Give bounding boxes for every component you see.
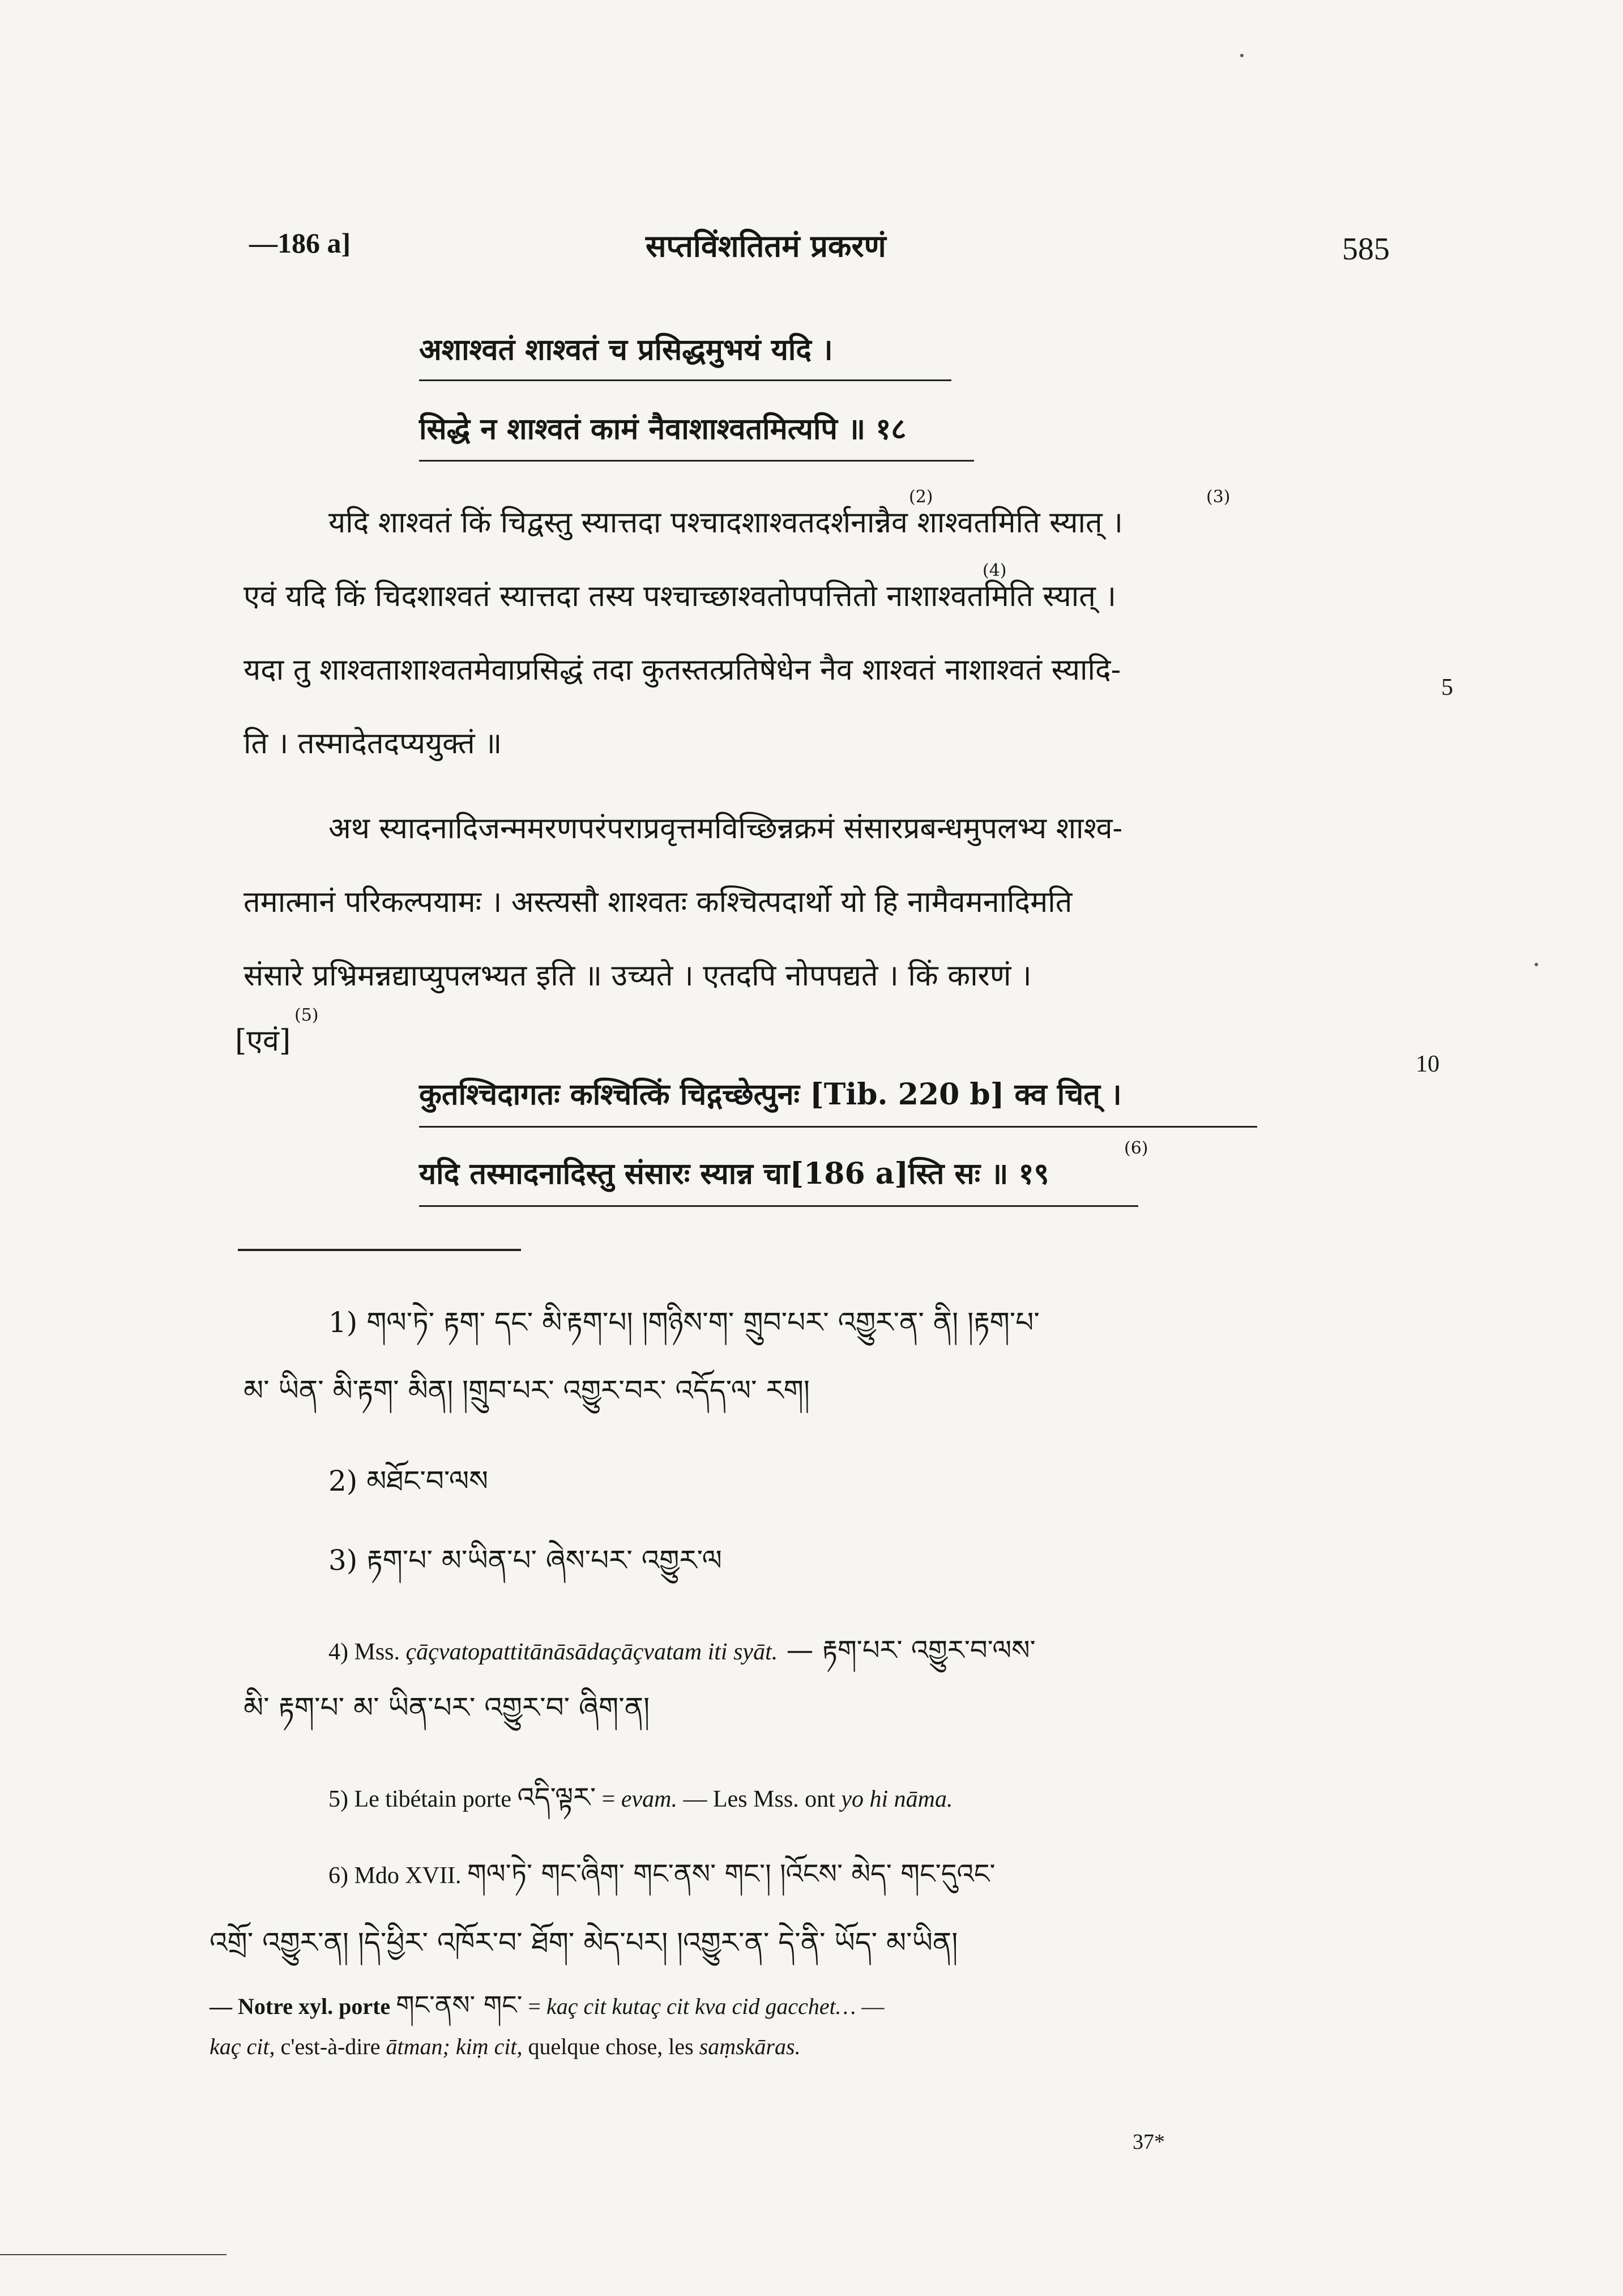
footnote-6-t1: c'est-à-dire <box>275 2034 386 2059</box>
commentary2-line4: [एवं] <box>235 1024 291 1058</box>
footnote-5-equals: = <box>596 1786 621 1812</box>
footnote-6-t3: quelque chose, les <box>522 2034 699 2059</box>
footnote-5-middle: — Les Mss. ont <box>677 1786 842 1812</box>
footnote-ref-2: (2) <box>909 487 933 507</box>
footnote-5-tibetan: འདི་ལྟར་ <box>517 1782 596 1813</box>
verse19-line1: कुतश्चिदागतः कश्चित्किं चिद्गच्छेत्पुनः [Tib. 220 b] क्व चित् । <box>419 1077 1122 1112</box>
commentary1-line1: यदि शाश्वतं किं चिद्वस्तु स्यात्तदा पश्चादशाश्वतदर्शनान्नैव शाश्वतमिति स्यात् । <box>328 506 1123 540</box>
footnote-ref-4: (4) <box>983 561 1007 581</box>
verse18-underline1 <box>419 379 951 381</box>
commentary1-line2: एवं यदि किं चिदशाश्वतं स्यात्तदा तस्य पश्चाच्छाश्वतोपपत्तितो नाशाश्वतमिति स्यात् । <box>244 579 1117 613</box>
footnote-4-line2: མི་ རྟག་པ་ མ་ ཡིན་པར་ འགྱུར་བ་ ཞིག་ན། <box>244 1691 650 1724</box>
footnote-ref-5: (5) <box>294 1005 319 1025</box>
signature-mark: 37* <box>1133 2130 1165 2154</box>
commentary1-line3: यदा तु शाश्वताशाश्वतमेवाप्रसिद्धं तदा कुतस्तत्प्रतिषेधेन नैव शाश्वतं नाशाश्वतं स्यादि- <box>244 653 1121 687</box>
commentary1-line4: ति । तस्मादेतदप्ययुक्तं ॥ <box>244 727 502 761</box>
footnote-6-line3-prefix: — Notre xyl. porte <box>210 1994 396 2019</box>
verse18-underline2 <box>419 460 974 462</box>
chapter-title: सप्तविंशतितमं प्रकरणं <box>646 228 886 264</box>
scan-speck <box>1240 54 1244 57</box>
header-folio-ref: —186 a] <box>249 227 351 259</box>
margin-line-number-5: 5 <box>1441 675 1453 701</box>
footnote-6-atman: ātman; <box>386 2034 450 2059</box>
footnote-4-prefix: 4) Mss. <box>328 1639 406 1665</box>
footnote-2: 2) མཐོང་བ་ལས <box>328 1465 488 1497</box>
footnote-1-line2: མ་ ཡིན་ མི་རྟག་ མིན། །གྲུབ་པར་ འགྱུར་བར་ འདོད་ལ་ རག། <box>244 1374 810 1407</box>
footnote-6-line4 <box>210 2033 801 2060</box>
footnote-5-evam: evam. <box>621 1786 677 1812</box>
page-number: 585 <box>1342 232 1390 267</box>
scan-edge-line <box>0 2254 227 2255</box>
verse18-line1: अशाश्वतं शाश्वतं च प्रसिद्धमुभयं यदि । <box>419 332 833 367</box>
footnote-6-line3-end: — <box>856 1994 885 2019</box>
footnote-5-yohi: yo hi nāma. <box>841 1786 953 1812</box>
footnote-6-tibetan-1: གལ་ཏེ་ གང་ཞིག་ གང་ནས་ གང་། །འོངས་ མེད་ གང་དུའང་ <box>467 1858 996 1890</box>
commentary2-line1: अथ स्यादनादिजन्ममरणपरंपराप्रवृत्तमविच्छिन्नक्रमं संसारप्रबन्धमुपलभ्य शाश्व- <box>328 812 1123 846</box>
footnote-6-line1 <box>328 1843 996 1920</box>
footnote-ref-3: (3) <box>1206 487 1231 507</box>
footnote-6-line3-italic: kaç cit kutaç cit kva cid gacchet… <box>546 1994 856 2019</box>
footnote-6-kimcit: kiṃ cit, <box>455 2034 523 2059</box>
footnote-5-prefix: 5) Le tibétain porte <box>328 1786 518 1812</box>
footnote-6-line2: འགྲོ་ འགྱུར་ན། །དེ་ཕྱིར་ འཁོར་བ་ ཐོག་ མེད་པར། །འགྱུར་ན་ དེ་ནི་ ཡོད་ མ་ཡིན། <box>210 1926 958 1959</box>
footnote-6-line3-equals: = <box>522 1994 546 2019</box>
margin-line-number-10: 10 <box>1416 1051 1440 1077</box>
commentary2-line3: संसारे प्रभ्रिमन्नद्याप्युपलभ्यत इति ॥ उच्यते । एतदपि नोपपद्यते । किं कारणं । <box>244 959 1032 993</box>
footnote-ref-6: (6) <box>1124 1138 1148 1158</box>
commentary2-line2: तमात्मानं परिकल्पयामः । अस्त्यसौ शाश्वतः कश्चित्पदार्थो यो हि नामैवमनादिमति <box>244 885 1073 919</box>
footnote-6-prefix: 6) Mdo XVII. <box>328 1863 467 1889</box>
scan-speck <box>1535 963 1538 966</box>
footnote-separator <box>238 1249 521 1251</box>
footnote-6-t2 <box>450 2034 456 2059</box>
footnote-4-tibetan: — རྟག་པར་ འགྱུར་བ་ལས་ <box>778 1634 1036 1666</box>
verse19-underline1 <box>419 1126 1257 1128</box>
footnote-6-kaccit: kaç cit, <box>210 2034 275 2059</box>
footnote-6-line3-tibetan: གང་ནས་ གང་ <box>396 1990 523 2020</box>
footnote-5 <box>328 1767 953 1843</box>
verse19-underline2 <box>419 1205 1138 1207</box>
verse19-line2: यदि तस्मादनादिस्तु संसारः स्यान्न चा[186 a]स्ति सः ॥ १९ <box>419 1156 1049 1191</box>
footnote-4-italic: çāçvatopattitānāsādaçāçvatam iti syāt. <box>405 1639 778 1665</box>
footnote-6-samskaras: saṃskāras. <box>699 2034 801 2059</box>
footnote-3: 3) རྟག་པ་ མ་ཡིན་པ་ ཞེས་པར་ འགྱུར་ལ <box>328 1544 722 1577</box>
footnote-1-line1: 1) གལ་ཏེ་ རྟག་ དང་ མི་རྟག་པ། །གཉིས་ག་ གྲུབ་པར་ འགྱུར་ན་ ནི། །རྟག་པ་ <box>328 1306 1040 1339</box>
verse18-line2: सिद्धे न शाश्वतं कामं नैवाशाश्वतमित्यपि ॥ १८ <box>419 412 907 446</box>
